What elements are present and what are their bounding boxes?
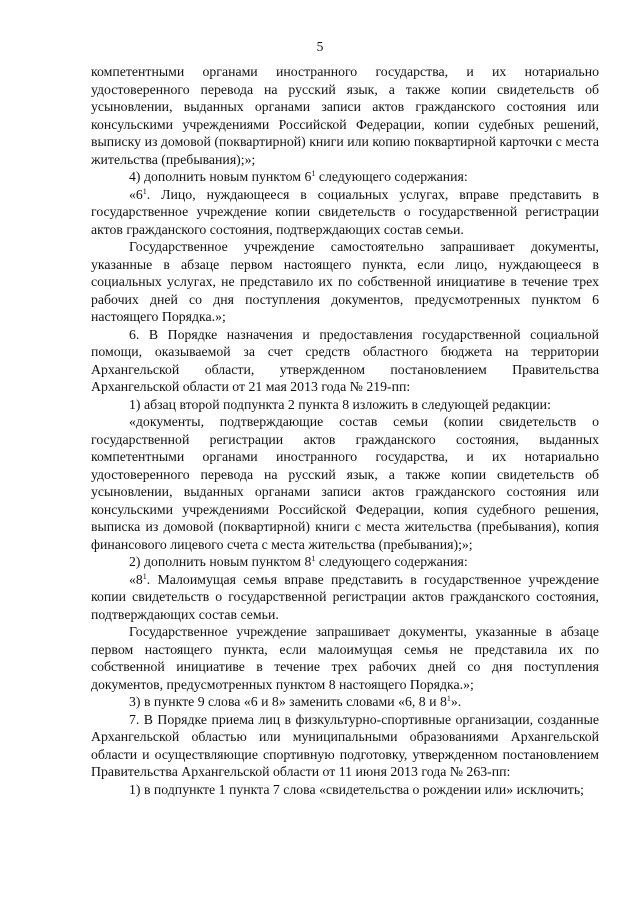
text-run: 1) абзац второй подпункта 2 пункта 8 изложить в следующей редакции:: [129, 396, 551, 412]
document-body: [91, 63, 599, 798]
text-run: 2) дополнить новым пунктом 8: [129, 554, 312, 569]
text-run: следующего содержания:: [315, 554, 468, 569]
superscript: 1: [142, 186, 147, 196]
paragraph-p8: [91, 553, 599, 571]
paragraph-p2: [91, 168, 599, 186]
text-run: ».: [450, 694, 462, 709]
paragraph-p4: [91, 238, 599, 326]
paragraph-p6: [91, 396, 599, 414]
superscript: 1: [142, 571, 147, 581]
text-run: 1) в подпункте 1 пункта 7 слова «свидетельства о рождении или» исключить;: [129, 781, 584, 797]
superscript: 1: [446, 694, 451, 703]
superscript: 1: [311, 169, 316, 178]
text-run: 4) дополнить новым пунктом 6: [129, 169, 312, 184]
paragraph-p13: [91, 781, 599, 799]
text-run: «8: [129, 571, 143, 587]
text-run: «6: [129, 186, 143, 202]
paragraph-p3: [91, 186, 599, 239]
superscript: 1: [311, 554, 316, 563]
text-run: . Лицо, нуждающееся в социальных услугах, вправе представить в государственное учреждение копии свидетельств о государственной регистрации актов гражданского состояния, подтверждающих состав семьи.: [91, 186, 599, 237]
text-run: «документы, подтверждающие состав семьи (копии свидетельств о государственной регистрации актов гражданского состояния, выданных компетентными органами иностранного государства, и их нотариально удостоверенного перевода на русский язык, а также копии свидетельств об усыновлении, выданных органами записи актов гражданского состояния или консульскими учреждениями Российской Федерации, копия судебного решения, выписка из домовой (поквартирной) книги с места жительства (пребывания), копия финансового лицевого счета с места жительства (пребывания);»;: [91, 414, 599, 552]
text-run: . Малоимущая семья вправе представить в государственное учреждение копии свидетельств о государственной регистрации актов гражданского состояния, подтверждающих состав семьи.: [91, 571, 599, 622]
text-run: 7. В Порядке приема лиц в физкультурно-спортивные организации, созданные Архангельской областью или муниципальными образованиями Архангельской области и осуществляющие спортивную подготовку, утвержденном постановлением Правительства Архангельской области от 11 июня 2013 года № 263-пп:: [91, 711, 599, 779]
text-run: 6. В Порядке назначения и предоставления государственной социальной помощи, оказываемой за счет средств областного бюджета на территории Архангельской области, утвержденном постановлением Правительства Архангельской области от 21 мая 2013 года № 219-пп:: [91, 326, 599, 394]
text-run: Государственное учреждение запрашивает документы, указанные в абзаце первом настоящего пункта, если малоимущая семья не представила их по собственной инициативе в течение трех рабочих дней со дня поступления документов, предусмотренных пунктом 8 настоящего Порядка.»;: [91, 624, 599, 692]
paragraph-p1: [91, 63, 599, 168]
text-run: следующего содержания:: [315, 169, 468, 184]
paragraph-p5: [91, 326, 599, 396]
paragraph-p12: [91, 711, 599, 781]
page-number: 5: [316, 39, 324, 54]
paragraph-p9: [91, 571, 599, 624]
paragraph-p11: [91, 693, 599, 711]
text-run: компетентными органами иностранного государства, и их нотариально удостоверенного перевода на русский язык, а также копии свидетельств об усыновлении, выданных органами записи актов гражданского состояния или консульскими учреждениями Российской Федерации, копии судебных решений, выписку из домовой (поквартирной) книги или копию поквартирной карточки с места жительства (пребывания);»;: [91, 64, 599, 167]
text-run: 3) в пункте 9 слова «6 и 8» заменить словами «6, 8 и 8: [129, 694, 447, 709]
paragraph-p10: [91, 623, 599, 693]
text-run: Государственное учреждение самостоятельно запрашивает документы, указанные в абзаце первом настоящего пункта, если лицо, нуждающееся в социальных услугах, не представило их по собственной инициативе в течение трех рабочих дней со дня поступления документов, предусмотренных пунктом 6 настоящего Порядка.»;: [91, 239, 599, 324]
paragraph-p7: [91, 413, 599, 553]
